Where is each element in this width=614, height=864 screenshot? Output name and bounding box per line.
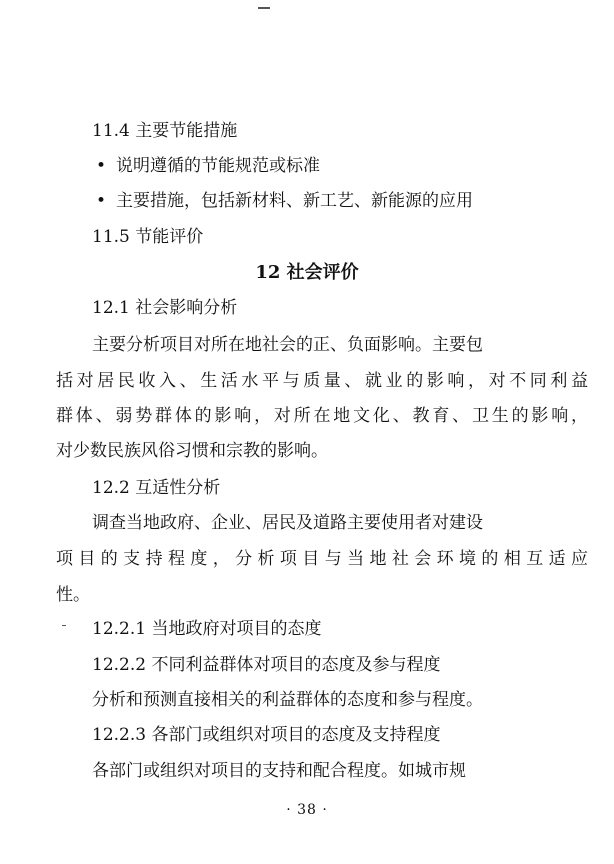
chapter-12-title: 12 社会评价 xyxy=(255,262,359,283)
top-scan-mark xyxy=(258,7,270,9)
paragraph-line: 调查当地政府、企业、居民及道路主要使用者对建设 xyxy=(92,513,483,533)
bullet-item xyxy=(96,155,320,177)
paragraph-line: 项目的支持程度，分析项目与当地社会环境的相互适应 xyxy=(56,549,588,569)
section-12-2-1-heading: 12.2.1 当地政府对项目的态度 xyxy=(92,619,322,639)
paragraph-line: 主要分析项目对所在地社会的正、负面影响。主要包 xyxy=(92,335,483,355)
paragraph-line: 性。 xyxy=(56,585,90,605)
paragraph-line: 群体、弱势群体的影响，对所在地文化、教育、卫生的影响， xyxy=(56,406,588,426)
section-12-1-heading: 12.1 社会影响分析 xyxy=(92,298,238,318)
section-12-2-3-heading: 12.2.3 各部门或组织对项目的态度及支持程度 xyxy=(92,725,441,745)
bullet-item xyxy=(96,190,473,212)
bullet-text: 主要措施，包括新材料、新工艺、新能源的应用 xyxy=(116,191,473,211)
section-11-4-heading: 11.4 主要节能措施 xyxy=(92,121,238,141)
paragraph-line: 分析和预测直接相关的利益群体的态度和参与程度。 xyxy=(92,690,483,710)
bullet-icon: • xyxy=(96,156,107,176)
section-11-5-heading: 11.5 节能评价 xyxy=(92,227,204,247)
left-scan-mark xyxy=(62,625,66,626)
page-number: · 38 · xyxy=(286,802,328,818)
paragraph-line: 对少数民族风俗习惯和宗教的影响。 xyxy=(56,441,328,461)
section-12-2-2-heading: 12.2.2 不同利益群体对项目的态度及参与程度 xyxy=(92,655,441,675)
paragraph-line: 各部门或组织对项目的支持和配合程度。如城市规 xyxy=(92,761,466,781)
bullet-text: 说明遵循的节能规范或标准 xyxy=(116,156,320,176)
paragraph-line: 括对居民收入、生活水平与质量、就业的影响，对不同利益 xyxy=(56,371,588,391)
section-12-2-heading: 12.2 互适性分析 xyxy=(92,478,221,498)
bullet-icon: • xyxy=(96,191,107,211)
